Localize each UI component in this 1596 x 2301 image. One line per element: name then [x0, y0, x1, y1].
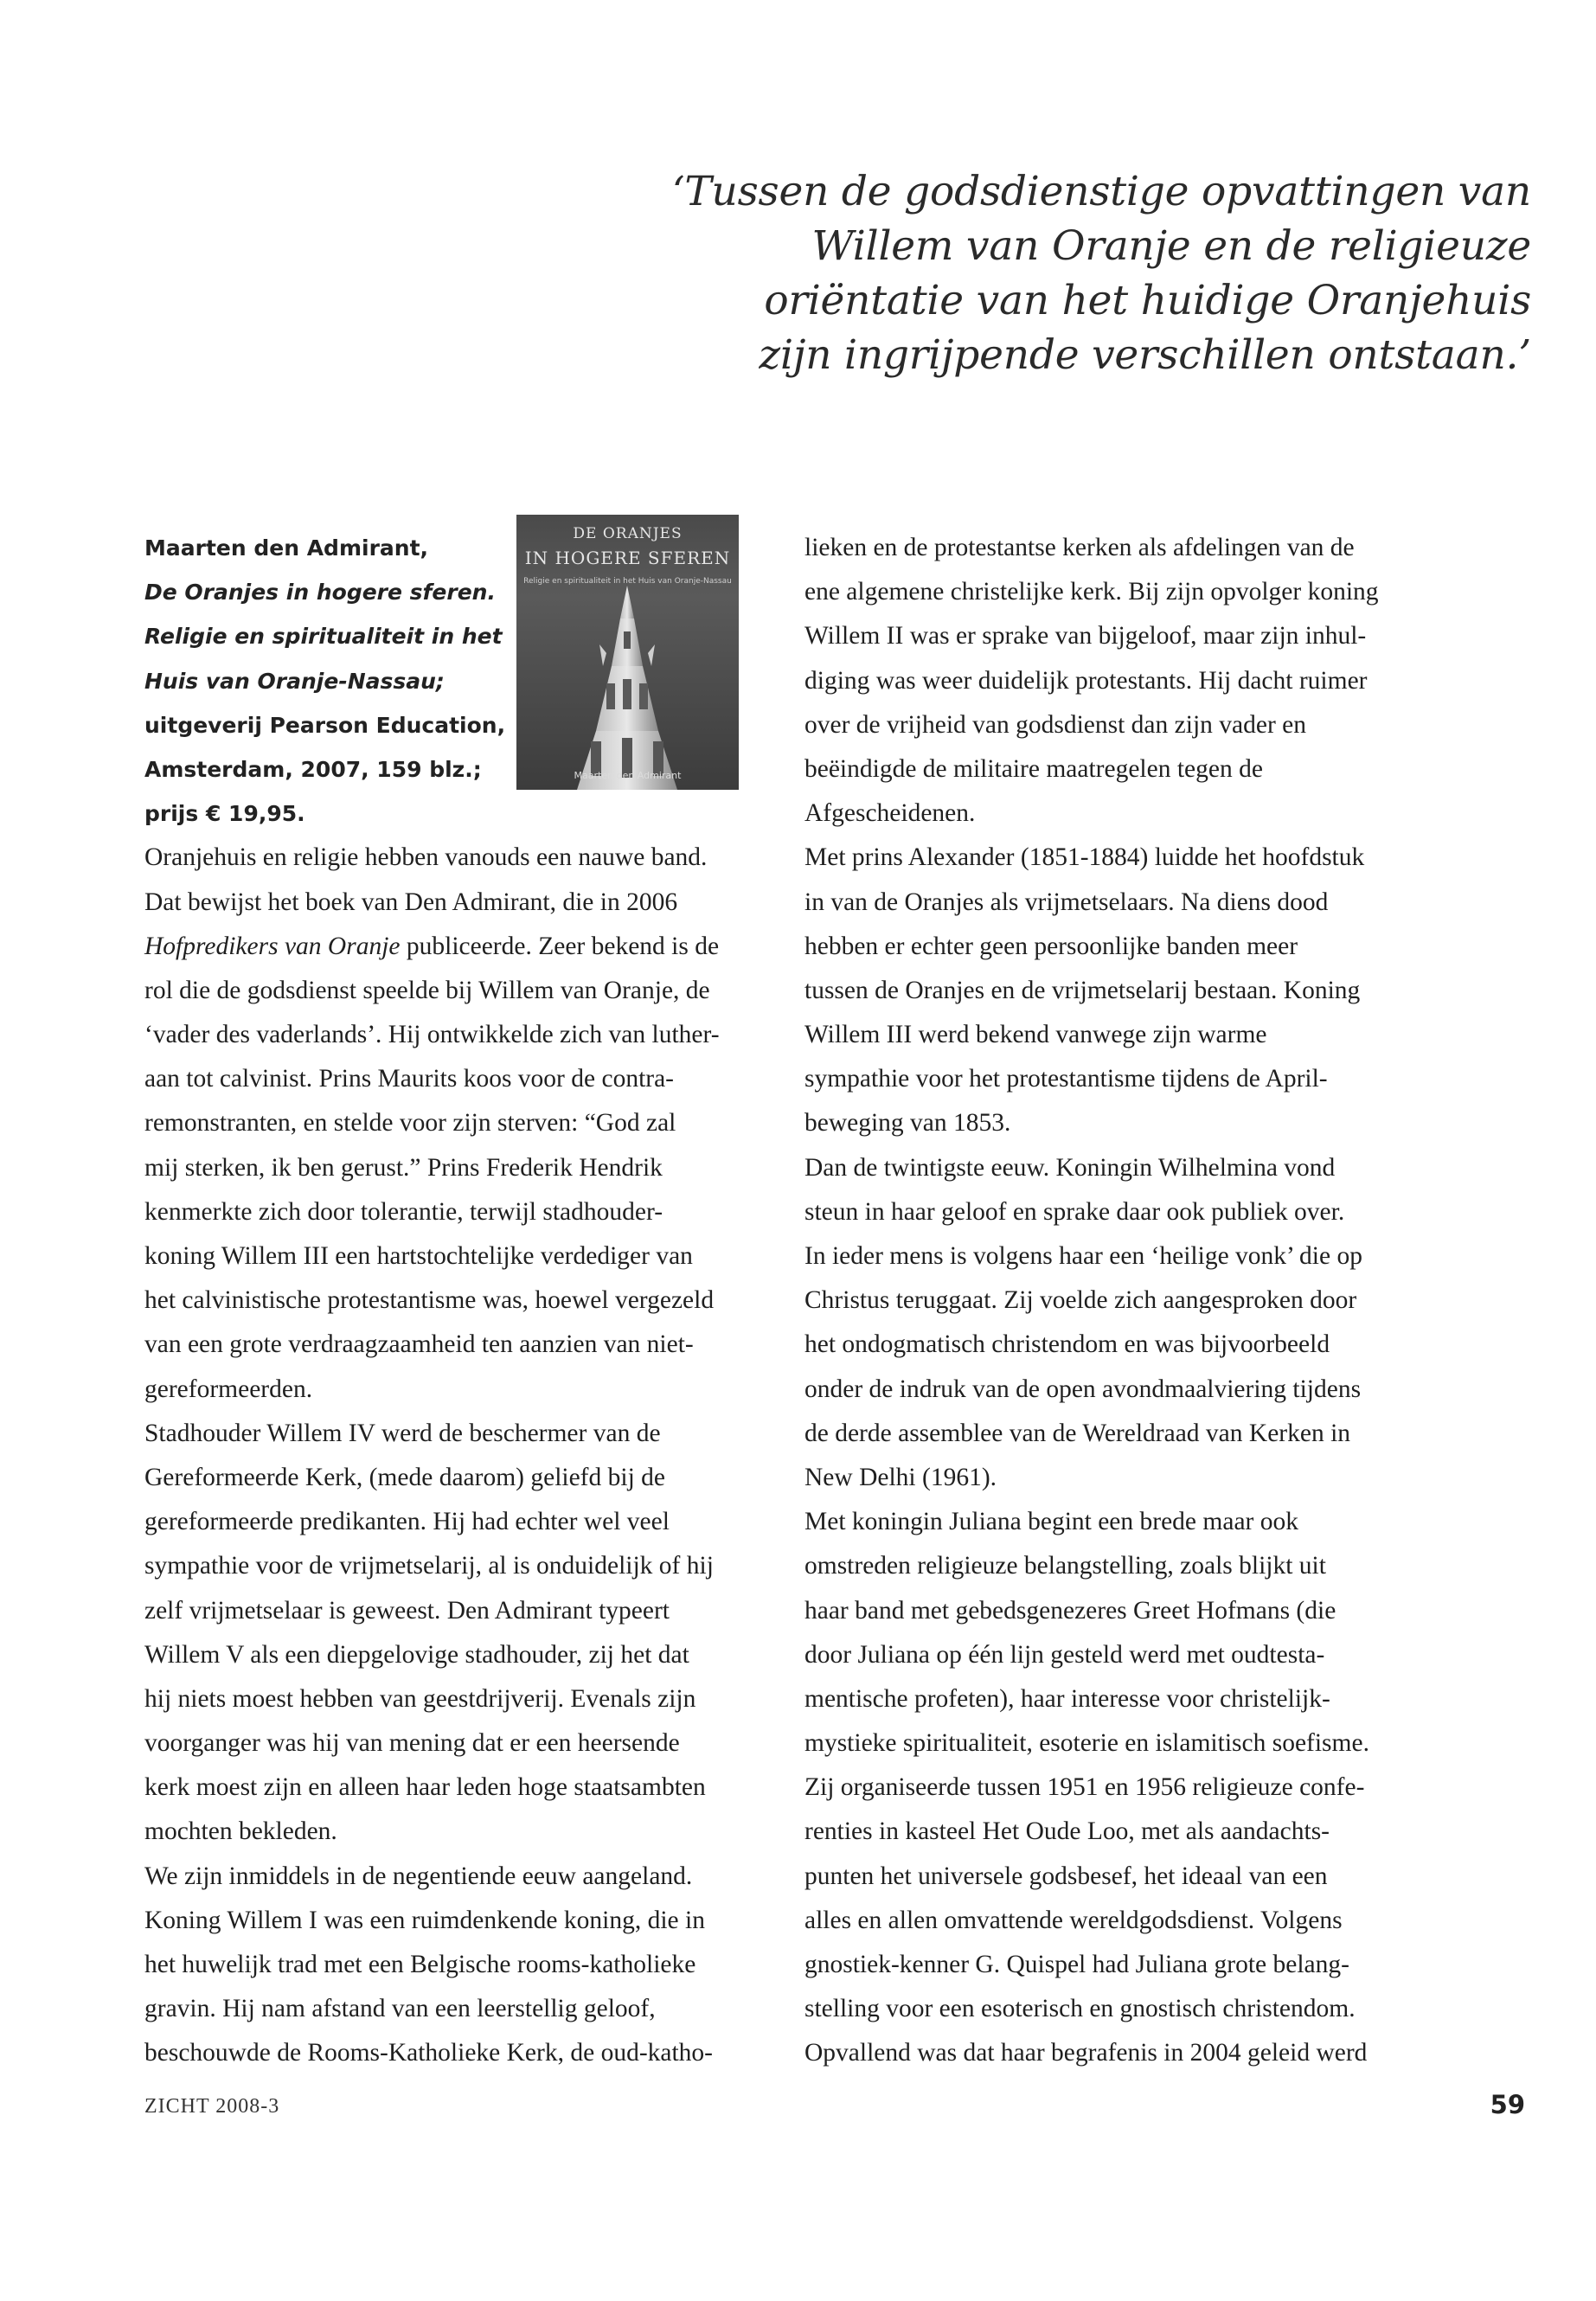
body-text-line: zelf vrijmetselaar is geweest. Den Admirant typeert [144, 1596, 670, 1625]
body-text-line: stelling voor een esoterisch en gnostisch christendom. [804, 1995, 1356, 2023]
body-text-line: Hofpredikers van Oranje publiceerde. Zeer bekend is de [144, 932, 720, 960]
body-text-line: gereformeerde predikanten. Hij had echter wel veel [144, 1508, 670, 1536]
body-text-line: gravin. Hij nam afstand van een leerstellig geloof, [144, 1995, 656, 2023]
body-text-line: hebben er echter geen persoonlijke banden meer [804, 932, 1298, 960]
body-text-line: Oranjehuis en religie hebben vanouds een nauwe band. [144, 843, 708, 872]
body-text-line: Willem V als een diepgelovige stadhouder, zij het dat [144, 1640, 689, 1669]
body-text-line: steun in haar geloof en sprake daar ook publiek over. [804, 1197, 1345, 1226]
body-text-line: beschouwde de Rooms-Katholieke Kerk, de oud-katho- [144, 2039, 714, 2067]
body-text-line: mij sterken, ik ben gerust.” Prins Frederik Hendrik [144, 1153, 663, 1182]
body-text-line: Stadhouder Willem IV werd de beschermer van de [144, 1419, 661, 1447]
pull-quote [666, 164, 1531, 382]
cover-title-line-1: DE ORANJES [573, 525, 683, 542]
left-column [144, 526, 750, 2076]
cover-author: Maarten den Admirant [574, 770, 682, 781]
body-text-line: sympathie voor het protestantisme tijdens de April- [804, 1065, 1328, 1093]
body-text-line: We zijn inmiddels in de negentiende eeuw aangeland. [144, 1862, 693, 1890]
body-text-line: van een grote verdraagzaamheid ten aanzien van niet- [144, 1330, 694, 1359]
book-author: Maarten den Admirant, [144, 535, 429, 561]
body-text-line: mentische profeten), haar interesse voor christelijk- [804, 1684, 1330, 1713]
body-text-line: punten het universele godsbesef, het ideaal van een [804, 1862, 1328, 1890]
body-text-line: gnostiek-kenner G. Quispel had Juliana grote belang- [804, 1951, 1349, 1978]
body-text-line: Met koningin Juliana begint een brede maar ook [804, 1508, 1298, 1536]
body-text-line: mystieke spiritualiteit, esoterie en islamitisch soefisme. [804, 1729, 1369, 1758]
body-text-line: sympathie voor de vrijmetselarij, al is onduidelijk of hij [144, 1552, 714, 1580]
body-text-line: Koning Willem I was een ruimdenkende koning, die in [144, 1906, 705, 1934]
body-text-line: het calvinistische protestantisme was, hoewel vergezeld [144, 1286, 715, 1315]
body-text-line: Dat bewijst het boek van Den Admirant, die in 2006 [144, 888, 678, 916]
magazine-issue: ZICHT 2008-3 [144, 2095, 280, 2118]
pull-quote-line: zijn ingrijpende verschillen ontstaan.’ [759, 331, 1531, 379]
body-text-line: renties in kasteel Het Oude Loo, met als aandachts- [804, 1817, 1330, 1846]
body-text-line: het ondogmatisch christendom en was bijvoorbeeld [804, 1330, 1330, 1359]
body-text-line: door Juliana op één lijn gesteld werd met oudtesta- [804, 1640, 1325, 1669]
book-subtitle-line-2: Huis van Oranje-Nassau; [144, 668, 445, 694]
body-text-line: het huwelijk trad met een Belgische rooms-katholieke [144, 1951, 696, 1978]
body-text-line: rol die de godsdienst speelde bij Willem van Oranje, de [144, 976, 710, 1004]
body-text-line: kenmerkte zich door tolerantie, terwijl stadhouder- [144, 1197, 663, 1226]
body-text-line: beweging van 1853. [804, 1109, 1011, 1138]
pull-quote-line: Willem van Oranje en de religieuze [811, 222, 1531, 270]
body-text-line: koning Willem III een hartstochtelijke verdediger van [144, 1242, 693, 1270]
body-text-line: tussen de Oranjes en de vrijmetselarij bestaan. Koning [804, 976, 1361, 1004]
body-text-line: beëindigde de militaire maatregelen tegen de [804, 754, 1263, 783]
body-text-line: haar band met gebedsgenezeres Greet Hofmans (die [804, 1596, 1336, 1625]
book-publisher: uitgeverij Pearson Education, [144, 712, 506, 738]
cover-subtitle: Religie en spiritualiteit in het Huis van Oranje-Nassau [523, 577, 732, 586]
body-text-line: hij niets moest hebben van geestdrijverij. Evenals zijn [144, 1684, 696, 1713]
body-text-line: Afgescheidenen. [804, 799, 976, 828]
cover-title-line-2: IN HOGERE SFEREN [524, 548, 731, 568]
body-text-line: mochten bekleden. [144, 1817, 337, 1846]
body-text-line: Gereformeerde Kerk, (mede daarom) geliefd bij de [144, 1463, 665, 1491]
body-text-line: Dan de twintigste eeuw. Koningin Wilhelmina vond [804, 1153, 1336, 1182]
body-text-line: lieken en de protestantse kerken als afdelingen van de [804, 534, 1355, 561]
pull-quote-line: oriëntatie van het huidige Oranjehuis [764, 277, 1531, 324]
body-text-line: ‘vader des vaderlands’. Hij ontwikkelde zich van luther- [144, 1021, 720, 1049]
right-column [804, 526, 1410, 2076]
body-text-line: onder de indruk van de open avondmaalviering tijdens [804, 1375, 1362, 1403]
body-text-line: Met prins Alexander (1851-1884) luidde het hoofdstuk [804, 843, 1365, 872]
book-place-year-pages: Amsterdam, 2007, 159 blz.; [144, 756, 482, 782]
body-text-line: Opvallend was dat haar begrafenis in 2004 geleid werd [804, 2039, 1368, 2067]
book-subtitle-line-1: Religie en spiritualiteit in het [144, 624, 503, 650]
body-text-line: kerk moest zijn en alleen haar leden hoge staatsambten [144, 1773, 706, 1802]
body-text-line: Zij organiseerde tussen 1951 en 1956 religieuze confe- [804, 1773, 1365, 1802]
body-text-line: gereformeerden. [144, 1375, 313, 1403]
body-text-line: de derde assemblee van de Wereldraad van Kerken in [804, 1419, 1351, 1447]
body-text-line: omstreden religieuze belangstelling, zoals blijkt uit [804, 1552, 1326, 1580]
body-text-line: Christus teruggaat. Zij voelde zich aangesproken door [804, 1286, 1357, 1315]
body-text-line: aan tot calvinist. Prins Maurits koos voor de contra- [144, 1065, 675, 1093]
book-price: prijs € 19,95. [144, 801, 305, 827]
body-text-line: voorganger was hij van mening dat er een heersende [144, 1729, 680, 1758]
body-text-line: Willem II was er sprake van bijgeloof, maar zijn inhul- [804, 622, 1367, 651]
body-text-line: ene algemene christelijke kerk. Bij zijn opvolger koning [804, 578, 1379, 606]
pull-quote-line: ‘Tussen de godsdienstige opvattingen van [671, 168, 1531, 215]
body-text-line: New Delhi (1961). [804, 1463, 997, 1491]
body-text-line: diging was weer duidelijk protestants. Hij dacht ruimer [804, 666, 1368, 695]
body-text-line: Willem III werd bekend vanwege zijn warme [804, 1021, 1267, 1049]
page-number: 59 [1490, 2090, 1525, 2119]
body-text-line: remonstranten, en stelde voor zijn sterven: “God zal [144, 1109, 676, 1138]
body-text-line: in van de Oranjes als vrijmetselaars. Na diens dood [804, 888, 1329, 916]
book-title: De Oranjes in hogere sferen. [144, 580, 496, 606]
body-text-line: alles en allen omvattende wereldgodsdienst. Volgens [804, 1906, 1343, 1934]
body-text-line: In ieder mens is volgens haar een ‘heilige vonk’ die op [804, 1242, 1362, 1270]
body-text-line: over de vrijheid van godsdienst dan zijn vader en [804, 710, 1306, 739]
